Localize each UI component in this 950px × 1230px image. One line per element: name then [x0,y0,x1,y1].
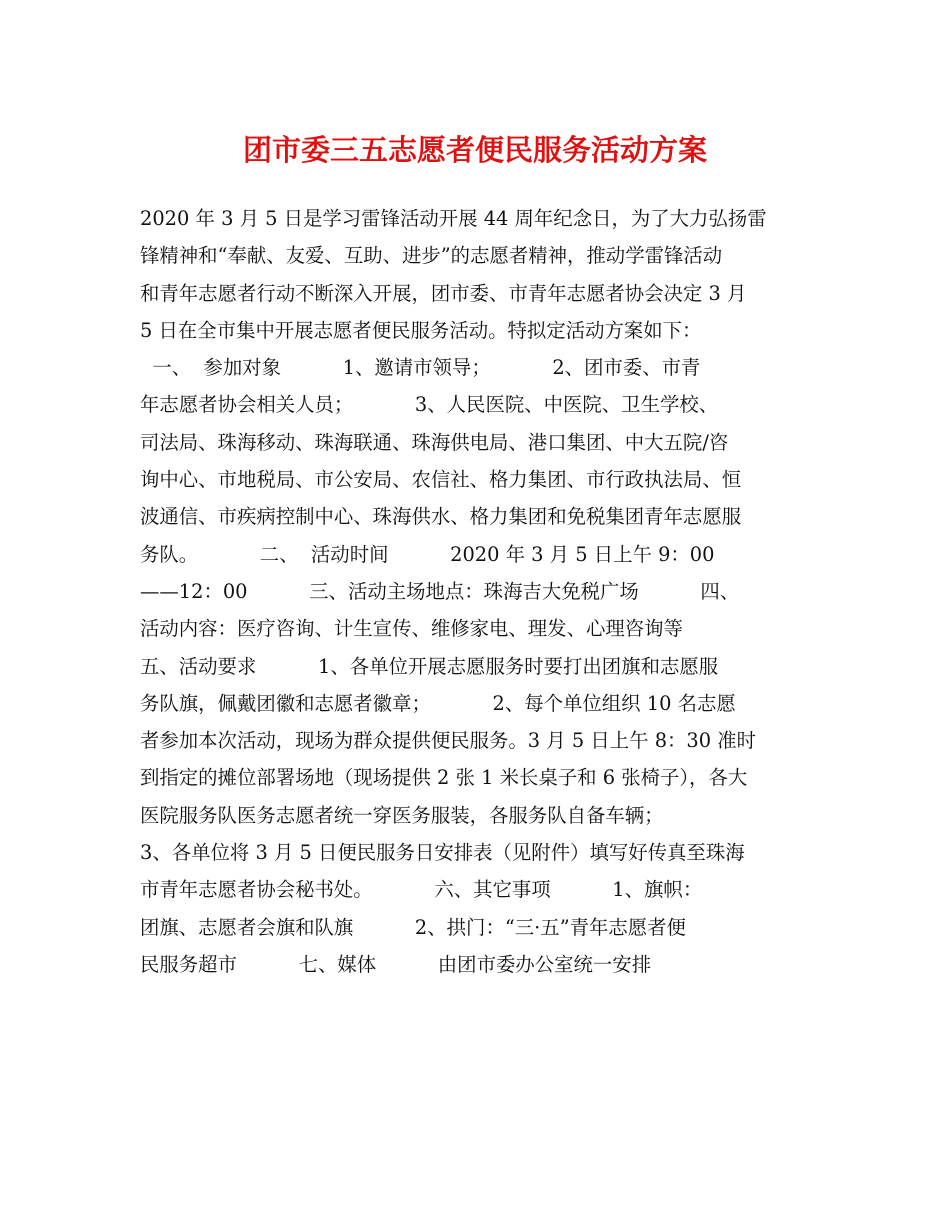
body-line: 询中心、市地税局、市公安局、农信社、格力集团、市行政执法局、恒 [140,468,742,492]
body-line: 5 日在全市集中开展志愿者便民服务活动。特拟定活动方案如下： [140,318,702,342]
body-line: 年志愿者协会相关人员； 3、人民医院、中医院、卫生学校、 [140,393,719,417]
body-line: 团旗、志愿者会旗和队旗 2、拱门：“三·五”青年志愿者便 [140,915,686,939]
body-line: 3、各单位将 3 月 5 日便民服务日安排表（见附件）填写好传真至珠海 [140,841,745,865]
body-line: 民服务超市 七、媒体 由团市委办公室统一安排 [140,952,652,976]
body-line: 医院服务队医务志愿者统一穿医务服装，各服务队自备车辆； [140,803,664,827]
body-line: 者参加本次活动，现场为群众提供便民服务。3 月 5 日上午 8：30 准时 [140,729,757,753]
body-line: 五、活动要求 1、各单位开展志愿服务时要打出团旗和志愿服 [140,654,719,678]
document-body [140,200,840,983]
body-line: 和青年志愿者行动不断深入开展，团市委、市青年志愿者协会决定 3 月 [140,281,747,305]
body-line: 活动内容：医疗咨询、计生宣传、维修家电、理发、心理咨询等 [140,617,683,641]
body-line: 2020 年 3 月 5 日是学习雷锋活动开展 44 周年纪念日，为了大力弘扬雷 [140,207,767,230]
body-line: 务队。 二、 活动时间 2020 年 3 月 5 日上午 9：00 [140,542,715,566]
body-line: ——12：00 三、活动主场地点：珠海吉大免税广场 四、 [140,579,740,603]
body-line: 司法局、珠海移动、珠海联通、珠海供电局、港口集团、中大五院/咨 [140,430,729,454]
document-title: 团市委三五志愿者便民服务活动方案 [242,133,707,167]
body-line: 波通信、市疾病控制中心、珠海供水、格力集团和免税集团青年志愿服 [140,505,742,529]
body-line: 到指定的摊位部署场地（现场提供 2 张 1 米长桌子和 6 张椅子），各大 [140,766,748,790]
body-line: 市青年志愿者协会秘书处。 六、其它事项 1、旗帜： [140,878,703,902]
body-line: 锋精神和“奉献、友爱、互助、进步”的志愿者精神，推动学雷锋活动 [140,244,723,268]
body-line: 一、 参加对象 1、邀请市领导； 2、团市委、市青 [140,356,701,380]
body-line: 务队旗，佩戴团徽和志愿者徽章； 2、每个单位组织 10 名志愿 [140,691,736,715]
